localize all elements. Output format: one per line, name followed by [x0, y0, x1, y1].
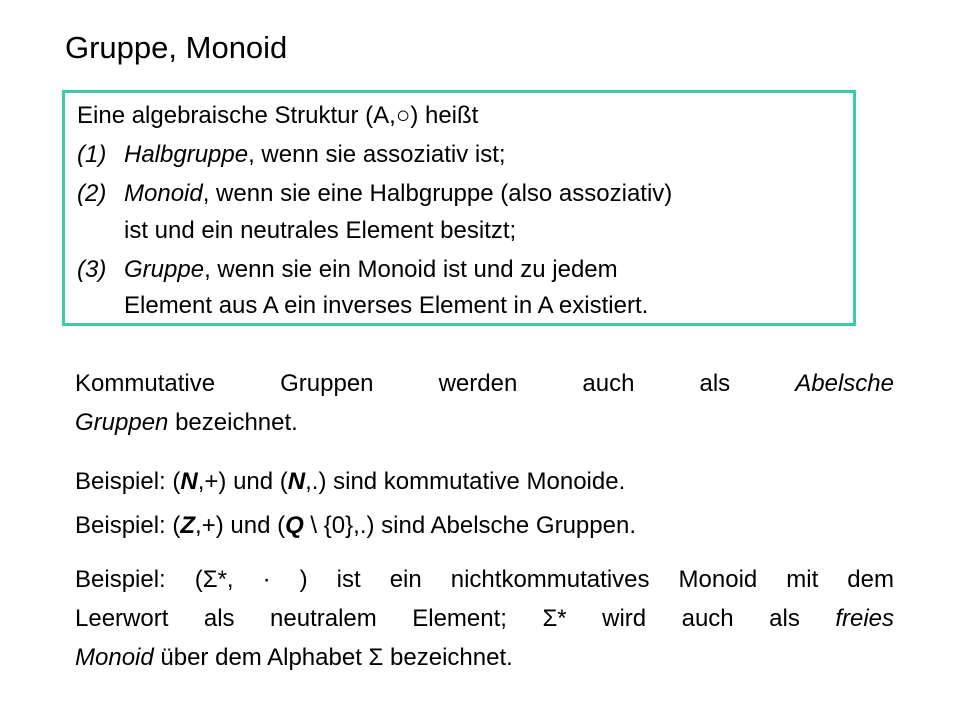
- commutative-prefix: Kommutative Gruppen werden auch als: [75, 370, 796, 397]
- set-z-symbol: Z: [180, 512, 196, 539]
- item3-rest: , wenn sie ein Monoid ist und zu jedem: [204, 256, 618, 283]
- example-3-line-3: [75, 640, 894, 675]
- gruppen-term: Gruppen: [75, 409, 169, 436]
- item2-text: [124, 178, 672, 210]
- item3-number: (3): [77, 256, 107, 283]
- item3-continuation: Element aus A ein inverses Element in A existiert.: [124, 292, 649, 319]
- example-1: [75, 466, 625, 498]
- item1-rest: , wenn sie assoziativ ist;: [248, 141, 506, 168]
- freies-term: freies: [835, 605, 894, 632]
- example-3-line-1: Beispiel: (Σ*, · ) ist ein nichtkommutatives Monoid mit dem: [75, 566, 894, 593]
- example3-line3-rest: über dem Alphabet Σ bezeichnet.: [153, 644, 513, 671]
- item3-term: Gruppe: [124, 256, 205, 283]
- example3-line2-prefix: Leerwort als neutralem Element; Σ* wird auch als: [75, 605, 836, 632]
- definition-box: [62, 90, 856, 326]
- item1-term: Halbgruppe: [124, 141, 249, 168]
- item1-text: [124, 139, 506, 171]
- item2-number: (2): [77, 180, 107, 207]
- abelsche-term: Abelsche: [795, 370, 894, 397]
- item3-text: [124, 254, 618, 286]
- slide-title: Gruppe, Monoid: [65, 30, 288, 65]
- item2-term: Monoid: [124, 180, 203, 207]
- example-3-line-2: [75, 601, 894, 636]
- monoid-term: Monoid: [75, 644, 154, 671]
- definition-intro: Eine algebraische Struktur (A,○) heißt: [77, 102, 479, 129]
- example2-mid: ,+) und (: [195, 512, 286, 539]
- item2-continuation: ist und ein neutrales Element besitzt;: [124, 217, 517, 244]
- example1-suffix: ,.) sind kommutative Monoide.: [305, 468, 626, 495]
- example2-suffix: \ {0},.) sind Abelsche Gruppen.: [303, 512, 636, 539]
- commutative-rest: bezeichnet.: [168, 409, 298, 436]
- example-2: [75, 510, 636, 542]
- commutative-line-2: [75, 405, 894, 440]
- item2-rest: , wenn sie eine Halbgruppe (also assoziativ): [202, 180, 673, 207]
- set-q-symbol: Q: [285, 512, 304, 539]
- example1-prefix: Beispiel: (: [75, 468, 181, 495]
- item1-number: (1): [77, 141, 107, 168]
- set-n-symbol-2: N: [287, 468, 306, 495]
- set-n-symbol: N: [180, 468, 198, 495]
- example2-prefix: Beispiel: (: [75, 512, 181, 539]
- example1-mid: ,+) und (: [197, 468, 288, 495]
- commutative-line-1: [75, 366, 894, 401]
